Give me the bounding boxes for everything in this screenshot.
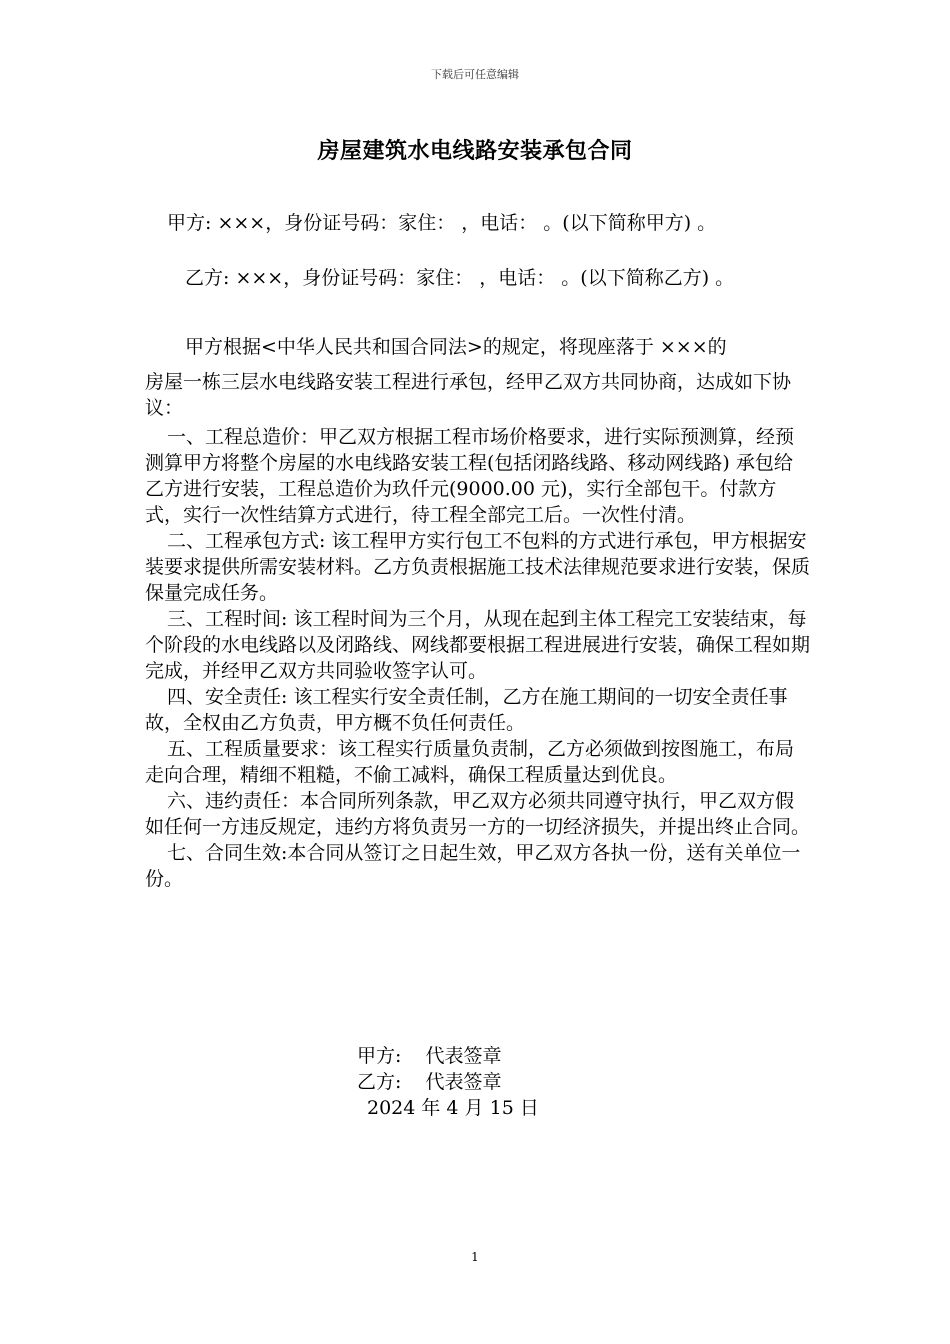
clause-1: 一、工程总造价：甲乙双方根据工程市场价格要求，进行实际预测算，经预测算甲方将整个房屋的水电线路安装工程(包括闭路线路、移动网线路) 承包给乙方进行安装，工程总造价为玖仟元(9000.00 元)，实行全部包干。付款方式，实行一次性结算方式进行，待工程全部完工后。一次性付清。	[145, 426, 795, 526]
clause-3: 三、工程时间: 该工程时间为三个月，从现在起到主体工程完工安装结束，每个阶段的水电线路以及闭路线、网线都要根据工程进展进行安装，确保工程如期完成，并经甲乙双方共同验收签字认可。	[145, 608, 811, 682]
signature-block	[357, 1043, 539, 1121]
signature-date: 2024 年 4 月 15 日	[367, 1097, 539, 1119]
party-a-info: 甲方: ×××，身份证号码：家住： ，电话： 。(以下简称甲方) 。	[167, 212, 717, 234]
party-b-info: 乙方: ×××，身份证号码：家住： ，电话： 。(以下简称乙方) 。	[185, 267, 735, 289]
clause-6: 六、违约责任：本合同所列条款，甲乙双方必须共同遵守执行，甲乙双方假如任何一方违反规定，违约方将负责另一方的一切经济损失，并提出终止合同。	[145, 790, 811, 838]
signature-party-b: 乙方: 代表签章	[357, 1071, 502, 1093]
clause-7: 七、合同生效:本合同从签订之日起生效，甲乙双方各执一份，送有关单位一份。	[145, 842, 801, 890]
signature-party-a: 甲方: 代表签章	[357, 1045, 502, 1067]
clause-2: 二、工程承包方式: 该工程甲方实行包工不包料的方式进行承包，甲方根据安装要求提供所需安装材料。乙方负责根据施工技术法律规范要求进行安装，保质保量完成任务。	[145, 530, 811, 604]
document-title: 房屋建筑水电线路安装承包合同	[317, 139, 633, 164]
clause-4: 四、安全责任: 该工程实行安全责任制，乙方在施工期间的一切安全责任事故，全权由乙方负责，甲方概不负任何责任。	[145, 686, 788, 734]
intro-paragraph	[145, 334, 810, 421]
clauses-list	[145, 424, 810, 892]
clause-5: 五、工程质量要求：该工程实行质量负责制，乙方必须做到按图施工，布局走向合理，精细不粗糙，不偷工减料，确保工程质量达到优良。	[145, 738, 795, 786]
header-note: 下载后可任意编辑	[431, 68, 519, 81]
intro-line-2: 房屋一栋三层水电线路安装工程进行承包，经甲乙双方共同协商，达成如下协议：	[145, 371, 792, 419]
intro-line-1: 甲方根据<中华人民共和国合同法>的规定，将现座落于 ×××的	[185, 336, 727, 358]
page-number: 1	[471, 1250, 479, 1264]
